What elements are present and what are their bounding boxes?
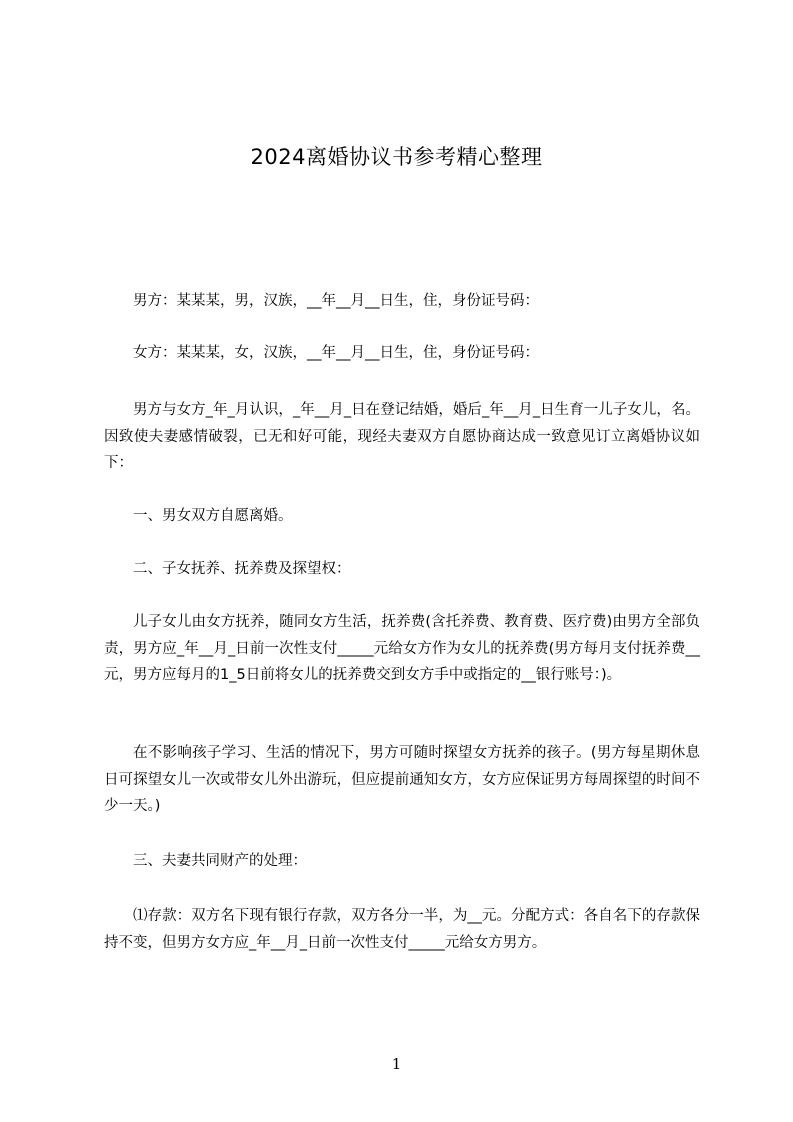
paragraph-section-three-heading: 三、夫妻共同财产的处理： [133, 853, 307, 869]
paragraph-savings-division: ⑴存款：双方名下现有银行存款，双方各分一半，为__元。分配方式：各自名下的存款保持不变，但男方女方应_年__月_日前一次性支付_____元给女方男方。 [104, 908, 700, 951]
paragraph-section-two-heading: 二、子女抚养、抚养费及探望权： [133, 561, 351, 577]
paragraph-section-one-heading: 一、男女双方自愿离婚。 [133, 508, 293, 524]
paragraph-marriage-background: 男方与女方_年_月认识，_年__月_日在登记结婚，婚后_年__月_日生育一儿子女儿，名。因致使夫妻感情破裂，已无和好可能，现经夫妻双方自愿协商达成一致意见订立离婚协议如下： [104, 402, 700, 471]
paragraph-female-party-info: 女方：某某某，女，汉族，__年__月__日生，住，身份证号码： [133, 345, 539, 361]
paragraph-visitation-rights: 在不影响孩子学习、生活的情况下，男方可随时探望女方抚养的孩子。(男方每星期休息日可探望女儿一次或带女儿外出游玩，但应提前通知女方，女方应保证男方每周探望的时间不少一天。) [104, 745, 700, 814]
page-title: 2024离婚协议书参考精心整理 [250, 145, 543, 169]
paragraph-child-custody: 儿子女儿由女方抚养，随同女方生活，抚养费(含托养费、教育费、医疗费)由男方全部负责，男方应_年__月_日前一次性支付_____元给女方作为女儿的抚养费(男方每月支付抚养费__元，男方应每月的1_5日前将女儿的抚养费交到女方手中或指定的__银行账号：)。 [104, 614, 700, 683]
page-number: 1 [391, 1055, 402, 1073]
paragraph-male-party-info: 男方：某某某，男，汉族，__年__月__日生，住，身份证号码： [133, 293, 539, 309]
